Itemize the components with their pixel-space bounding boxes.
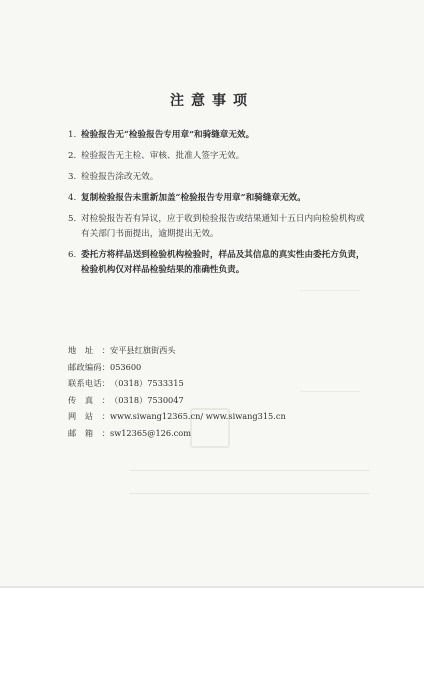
contact-value: sw12365@126.com xyxy=(110,427,191,438)
note-number: 2. xyxy=(68,151,77,161)
note-text: 检验报告无“检验报告专用章”和骑缝章无效。 xyxy=(81,130,255,140)
note-number: 4. xyxy=(68,193,77,203)
contact-value: www.siwang12365.cn/ www.siwang315.cn xyxy=(110,411,286,422)
note-text: 委托方将样品送到检验机构检验时，样品及其信息的真实性由委托方负责，检验机构仅对样品检验结果的准确性负责。 xyxy=(81,250,365,275)
notes-list xyxy=(68,128,368,284)
contact-label: 传真： xyxy=(68,394,110,405)
note-item-3 xyxy=(68,170,368,185)
contact-address xyxy=(68,342,286,359)
page-edge-divider xyxy=(0,586,424,588)
contact-info xyxy=(68,342,286,442)
note-item-5 xyxy=(68,212,368,242)
note-item-4 xyxy=(68,191,368,206)
contact-phone xyxy=(68,375,286,392)
contact-value: 053600 xyxy=(110,361,142,372)
contact-email xyxy=(68,425,286,442)
note-number: 5. xyxy=(68,214,77,224)
contact-label: 地址： xyxy=(68,345,110,355)
note-number: 3. xyxy=(68,172,77,182)
contact-postcode xyxy=(68,359,286,376)
note-number: 6. xyxy=(68,250,77,260)
contact-label: 邮箱： xyxy=(68,427,110,438)
page-title: 注意事项 xyxy=(170,93,254,109)
note-item-1 xyxy=(68,128,368,143)
contact-fax xyxy=(68,392,286,409)
note-item-6 xyxy=(68,248,368,278)
contact-value: （0318）7533315 xyxy=(110,378,184,389)
note-item-2 xyxy=(68,149,368,164)
note-text: 检验报告无主检、审核、批准人签字无效。 xyxy=(81,151,245,161)
note-text: 对检验报告若有异议，应于收到检验报告或结果通知十五日内向检验机构或有关部门书面提出，逾期提出无效。 xyxy=(81,214,365,239)
contact-website xyxy=(68,408,286,425)
contact-value: （0318）7530047 xyxy=(110,394,184,405)
note-number: 1. xyxy=(68,130,77,140)
contact-label: 联系电话： xyxy=(68,378,110,389)
note-text: 检验报告涂改无效。 xyxy=(81,172,159,182)
bleed-through-marks xyxy=(60,30,140,44)
contact-label: 网站： xyxy=(68,411,110,422)
note-text: 复制检验报告未重新加盖“检验报告专用章”和骑缝章无效。 xyxy=(81,193,306,203)
contact-value: 安平县红旗街西头 xyxy=(110,345,176,355)
contact-label: 邮政编码： xyxy=(68,361,110,372)
